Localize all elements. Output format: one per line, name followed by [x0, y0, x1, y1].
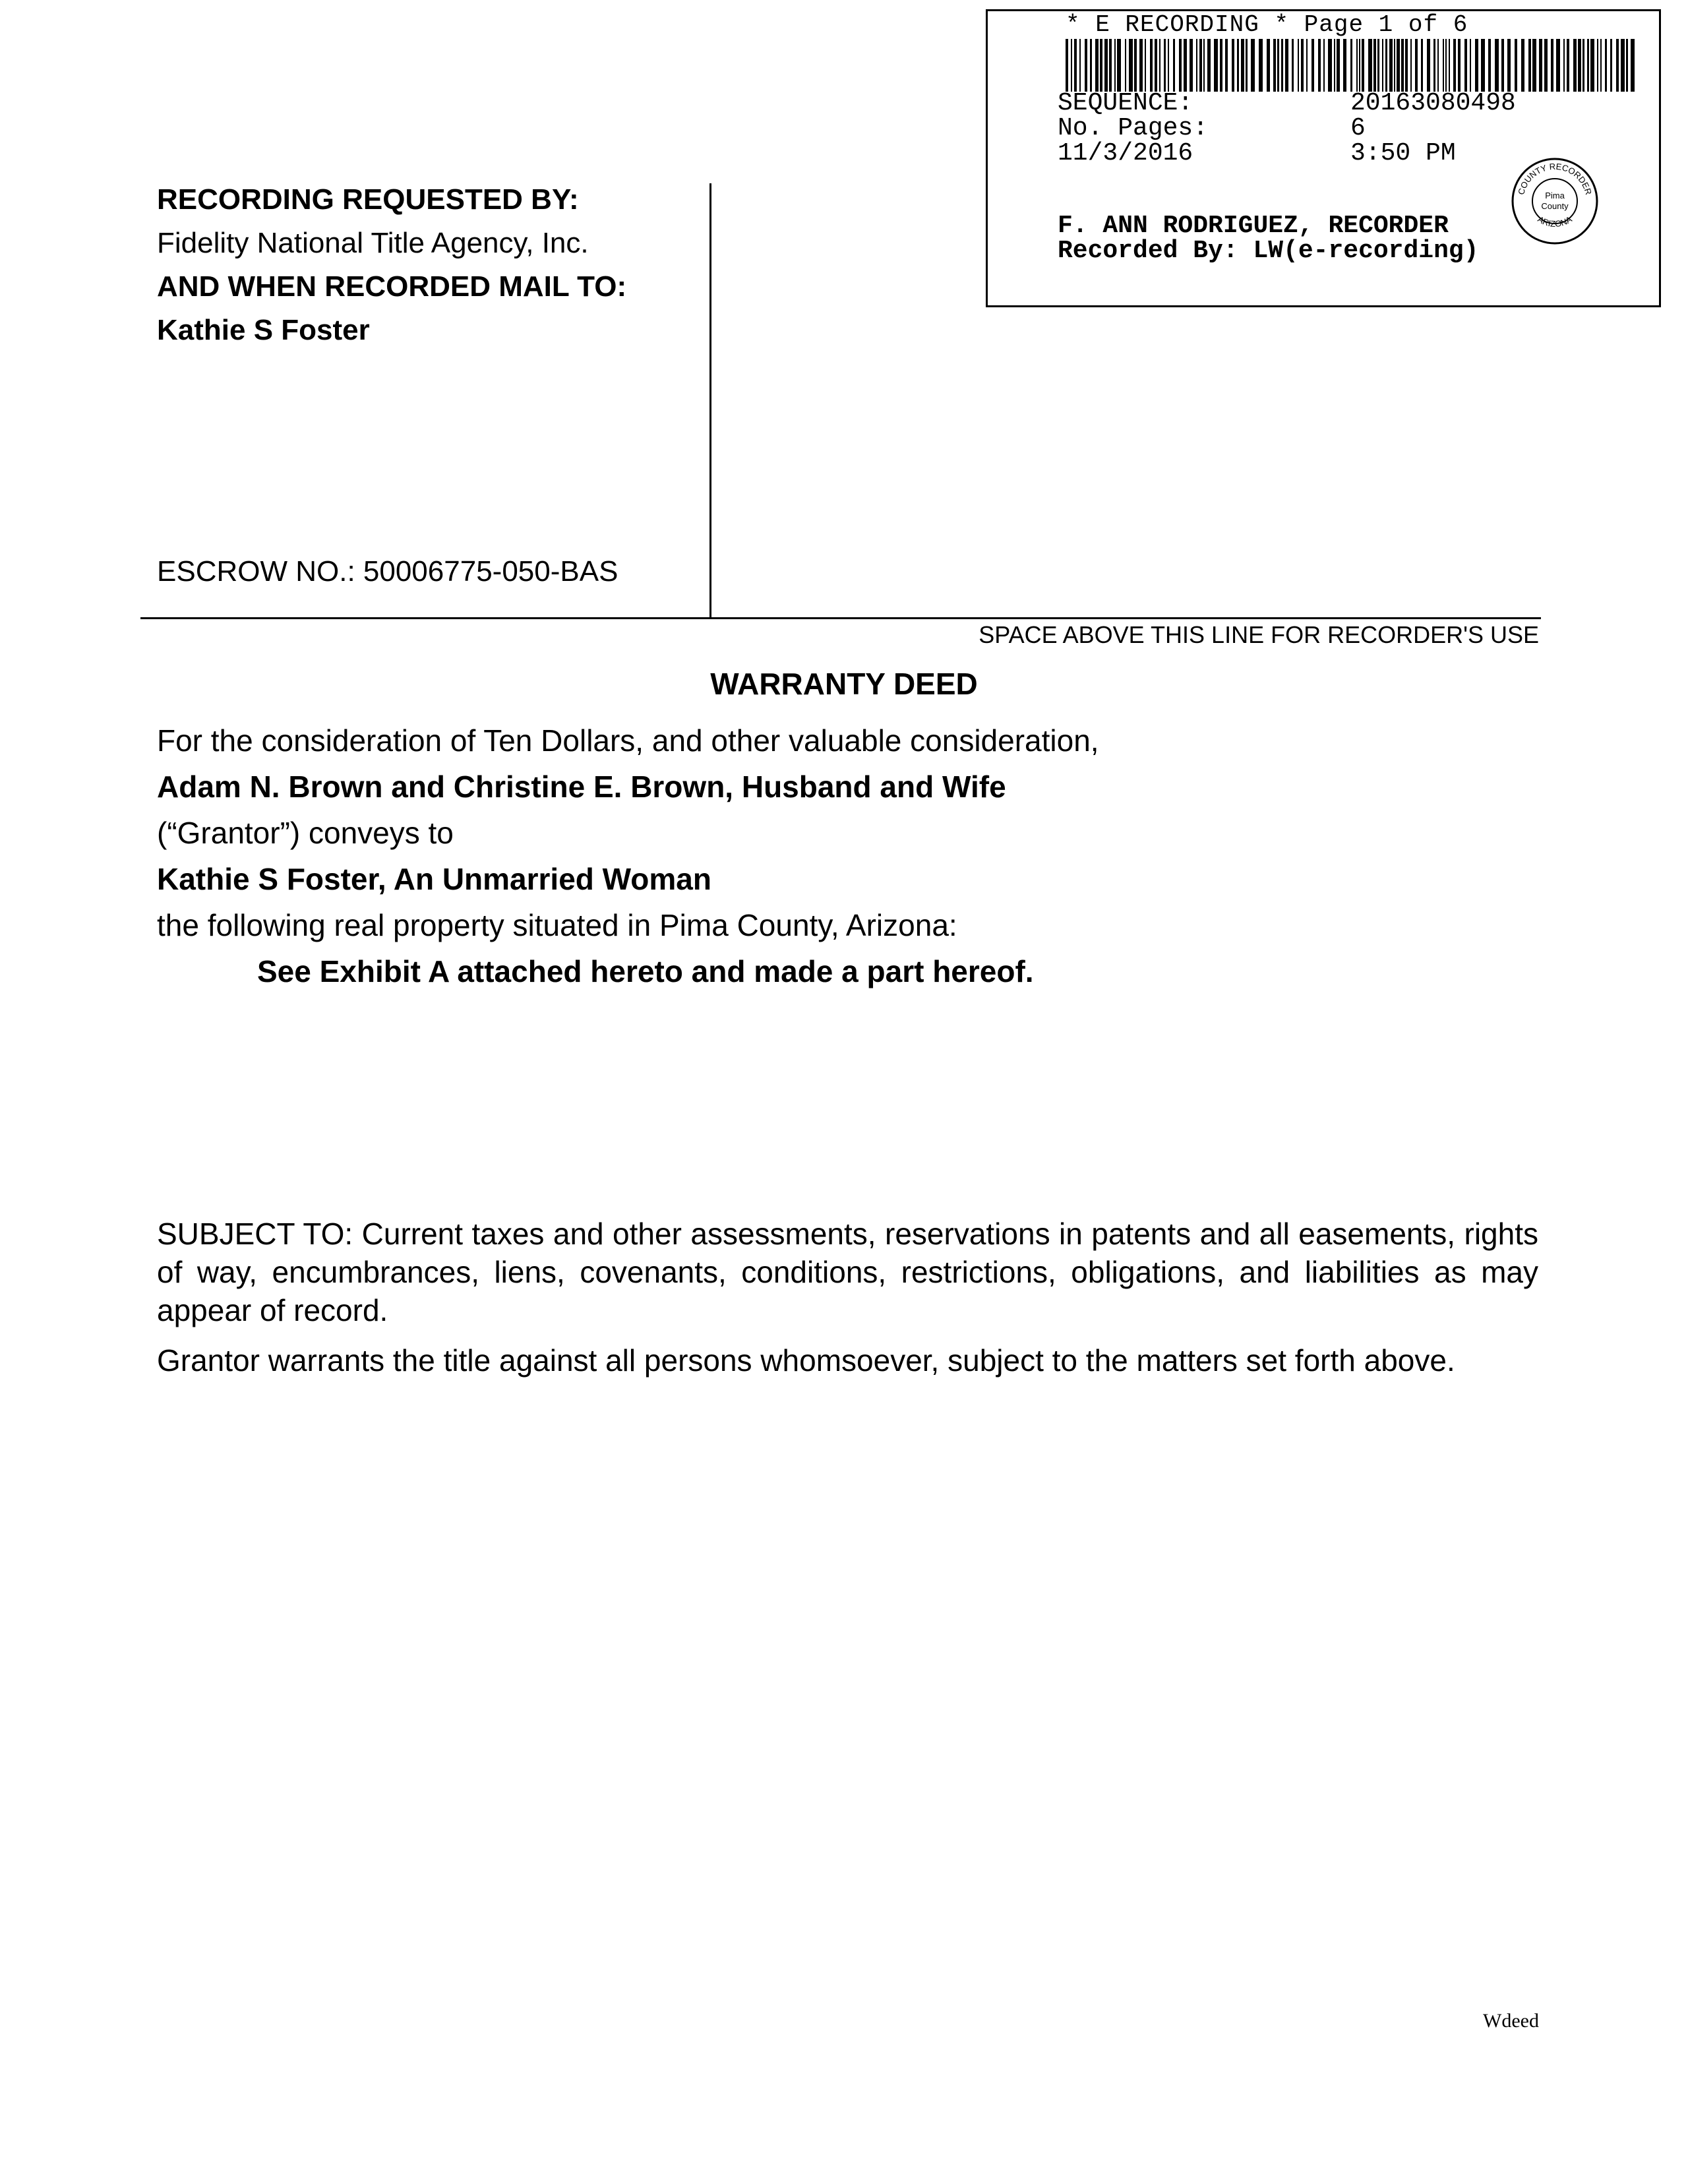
requested-by: Fidelity National Title Agency, Inc.: [157, 227, 589, 259]
barcode: [1066, 39, 1639, 92]
barcode-bar: [1079, 39, 1081, 92]
mail-to-label: AND WHEN RECORDED MAIL TO:: [157, 270, 627, 303]
barcode-bar: [1164, 39, 1166, 92]
barcode-bar: [1139, 39, 1143, 92]
barcode-bar: [1582, 39, 1584, 92]
barcode-bar: [1437, 39, 1439, 92]
barcode-bar: [1488, 39, 1491, 92]
barcode-bar: [1285, 39, 1288, 92]
barcode-bar: [1373, 39, 1376, 92]
recording-info: [157, 178, 626, 352]
barcode-bar: [1259, 39, 1263, 92]
grantee-name: Kathie S Foster, An Unmarried Woman: [157, 862, 711, 896]
barcode-bar: [1539, 39, 1542, 92]
escrow-number: ESCROW NO.: 50006775-050-BAS: [157, 555, 618, 588]
pages-value: 6: [1350, 114, 1366, 142]
barcode-bar: [1610, 39, 1612, 92]
barcode-bar: [1356, 39, 1358, 92]
barcode-bar: [1323, 39, 1325, 92]
barcode-bar: [1587, 39, 1589, 92]
barcode-bar: [1203, 39, 1205, 92]
barcode-bar: [1085, 39, 1087, 92]
barcode-bar: [1453, 39, 1456, 92]
barcode-bar: [1415, 39, 1418, 92]
barcode-bar: [1394, 39, 1395, 92]
barcode-bar: [1114, 39, 1116, 92]
barcode-bar: [1590, 39, 1594, 92]
stamp-header: * E RECORDING * Page 1 of 6: [1066, 11, 1468, 38]
barcode-bar: [1207, 39, 1211, 92]
grantor-names: Adam N. Brown and Christine E. Brown, Husband and Wife: [157, 770, 1006, 804]
barcode-bar: [1237, 39, 1239, 92]
barcode-bar: [1350, 39, 1352, 92]
barcode-bar: [1621, 39, 1625, 92]
seal-top-text: COUNTY RECORDER: [1516, 161, 1594, 196]
barcode-bar: [1173, 39, 1175, 92]
barcode-bar: [1464, 39, 1467, 92]
seal-center-1: Pima: [1545, 191, 1565, 200]
barcode-bar: [1445, 39, 1447, 92]
barcode-bar: [1298, 39, 1299, 92]
barcode-bar: [1605, 39, 1607, 92]
barcode-bar: [1150, 39, 1153, 92]
barcode-bar: [1066, 39, 1068, 92]
barcode-bar: [1573, 39, 1577, 92]
seal-center-2: County: [1541, 201, 1569, 211]
barcode-bar: [1528, 39, 1531, 92]
barcode-bar: [1578, 39, 1581, 92]
seal-bottom-text: ARIZONA: [1536, 214, 1574, 229]
barcode-bar: [1515, 39, 1517, 92]
barcode-bar: [1184, 39, 1187, 92]
barcode-bar: [1246, 39, 1248, 92]
barcode-bar: [1071, 39, 1072, 92]
barcode-bar: [1421, 39, 1423, 92]
barcode-bar: [1104, 39, 1108, 92]
exhibit-reference: See Exhibit A attached hereto and made a part hereof.: [257, 954, 1034, 988]
barcode-bar: [1470, 39, 1471, 92]
barcode-bar: [1277, 39, 1279, 92]
sequence-value: 20163080498: [1350, 89, 1516, 117]
barcode-bar: [1232, 39, 1234, 92]
requested-by-label: RECORDING REQUESTED BY:: [157, 183, 579, 216]
barcode-bar: [1362, 39, 1364, 92]
barcode-bar: [1401, 39, 1404, 92]
barcode-bar: [1196, 39, 1197, 92]
barcode-bar: [1532, 39, 1536, 92]
barcode-bar: [1405, 39, 1408, 92]
barcode-bar: [1567, 39, 1569, 92]
barcode-bar: [1397, 39, 1400, 92]
barcode-bar: [1334, 39, 1335, 92]
barcode-bar: [1449, 39, 1450, 92]
barcode-bar: [1433, 39, 1435, 92]
barcode-bar: [1241, 39, 1244, 92]
barcode-bar: [1458, 39, 1461, 92]
recorded-by: Recorded By: LW(e-recording): [1058, 237, 1479, 265]
sequence-label: SEQUENCE:: [1058, 89, 1193, 117]
barcode-bar: [1521, 39, 1524, 92]
pages-label: No. Pages:: [1058, 114, 1209, 142]
barcode-bar: [1368, 39, 1372, 92]
subject-to-paragraph: SUBJECT TO: Current taxes and other assessments, reservations in patents and all easements, rights of way, encumbrances, liens, covenants, conditions, restrictions, obligations, and liabilities as may appear of record.: [157, 1217, 1538, 1327]
barcode-bar: [1301, 39, 1304, 92]
barcode-bar: [1306, 39, 1308, 92]
barcode-bar: [1443, 39, 1444, 92]
barcode-bar: [1389, 39, 1393, 92]
barcode-bar: [1382, 39, 1383, 92]
barcode-bar: [1281, 39, 1283, 92]
barcode-bar: [1481, 39, 1485, 92]
barcode-bar: [1616, 39, 1619, 92]
barcode-bar: [1318, 39, 1321, 92]
barcode-bar: [1597, 39, 1598, 92]
barcode-bar: [1125, 39, 1126, 92]
barcode-bar: [1199, 39, 1202, 92]
barcode-bar: [1267, 39, 1270, 92]
header-divider-vertical: [709, 183, 711, 619]
barcode-bar: [1544, 39, 1548, 92]
barcode-bar: [1600, 39, 1602, 92]
barcode-bar: [1475, 39, 1478, 92]
barcode-bar: [1410, 39, 1412, 92]
barcode-bar: [1377, 39, 1379, 92]
barcode-bar: [1145, 39, 1146, 92]
barcode-bar: [1343, 39, 1346, 92]
barcode-bar: [1117, 39, 1121, 92]
recorder-stamp: [986, 9, 1661, 307]
property-text: the following real property situated in Pima County, Arizona:: [157, 908, 957, 942]
barcode-bar: [1190, 39, 1193, 92]
barcode-bar: [1251, 39, 1255, 92]
barcode-bar: [1155, 39, 1157, 92]
barcode-bar: [1225, 39, 1228, 92]
barcode-bar: [1159, 39, 1160, 92]
barcode-bar: [1074, 39, 1077, 92]
record-time: 3:50 PM: [1350, 139, 1456, 167]
barcode-bar: [1311, 39, 1314, 92]
barcode-bar: [1168, 39, 1169, 92]
barcode-bar: [1220, 39, 1222, 92]
conveys-text: (“Grantor”) conveys to: [157, 816, 454, 850]
form-id: Wdeed: [1483, 2010, 1539, 2032]
barcode-bar: [1328, 39, 1332, 92]
barcode-bar: [1563, 39, 1565, 92]
barcode-bar: [1100, 39, 1102, 92]
barcode-bar: [1134, 39, 1137, 92]
barcode-bar: [1359, 39, 1360, 92]
barcode-bar: [1501, 39, 1504, 92]
barcode-bar: [1214, 39, 1218, 92]
mail-to-name: Kathie S Foster: [157, 314, 370, 346]
recorder-use-line: [140, 617, 1541, 619]
barcode-bar: [1556, 39, 1560, 92]
barcode-bar: [1631, 39, 1635, 92]
barcode-bar: [1292, 39, 1294, 92]
consideration-text: For the consideration of Ten Dollars, and other valuable consideration,: [157, 723, 1099, 758]
record-date: 11/3/2016: [1058, 139, 1193, 167]
warranty-paragraph: Grantor warrants the title against all persons whomsoever, subject to the matters set forth above.: [157, 1343, 1455, 1378]
barcode-bar: [1551, 39, 1553, 92]
document-title: WARRANTY DEED: [710, 667, 978, 701]
barcode-bar: [1385, 39, 1387, 92]
barcode-bar: [1337, 39, 1340, 92]
barcode-bar: [1626, 39, 1628, 92]
barcode-bar: [1179, 39, 1182, 92]
barcode-bar: [1090, 39, 1092, 92]
barcode-bar: [1095, 39, 1099, 92]
barcode-bar: [1507, 39, 1511, 92]
barcode-bar: [1427, 39, 1430, 92]
barcode-bar: [1109, 39, 1112, 92]
barcode-bar: [1129, 39, 1133, 92]
barcode-bar: [1495, 39, 1499, 92]
barcode-bar: [1273, 39, 1276, 92]
recorder-use-note: SPACE ABOVE THIS LINE FOR RECORDER'S USE: [979, 621, 1539, 648]
recorder-name: F. ANN RODRIGUEZ, RECORDER: [1058, 212, 1449, 240]
county-seal-icon: [1509, 155, 1601, 247]
